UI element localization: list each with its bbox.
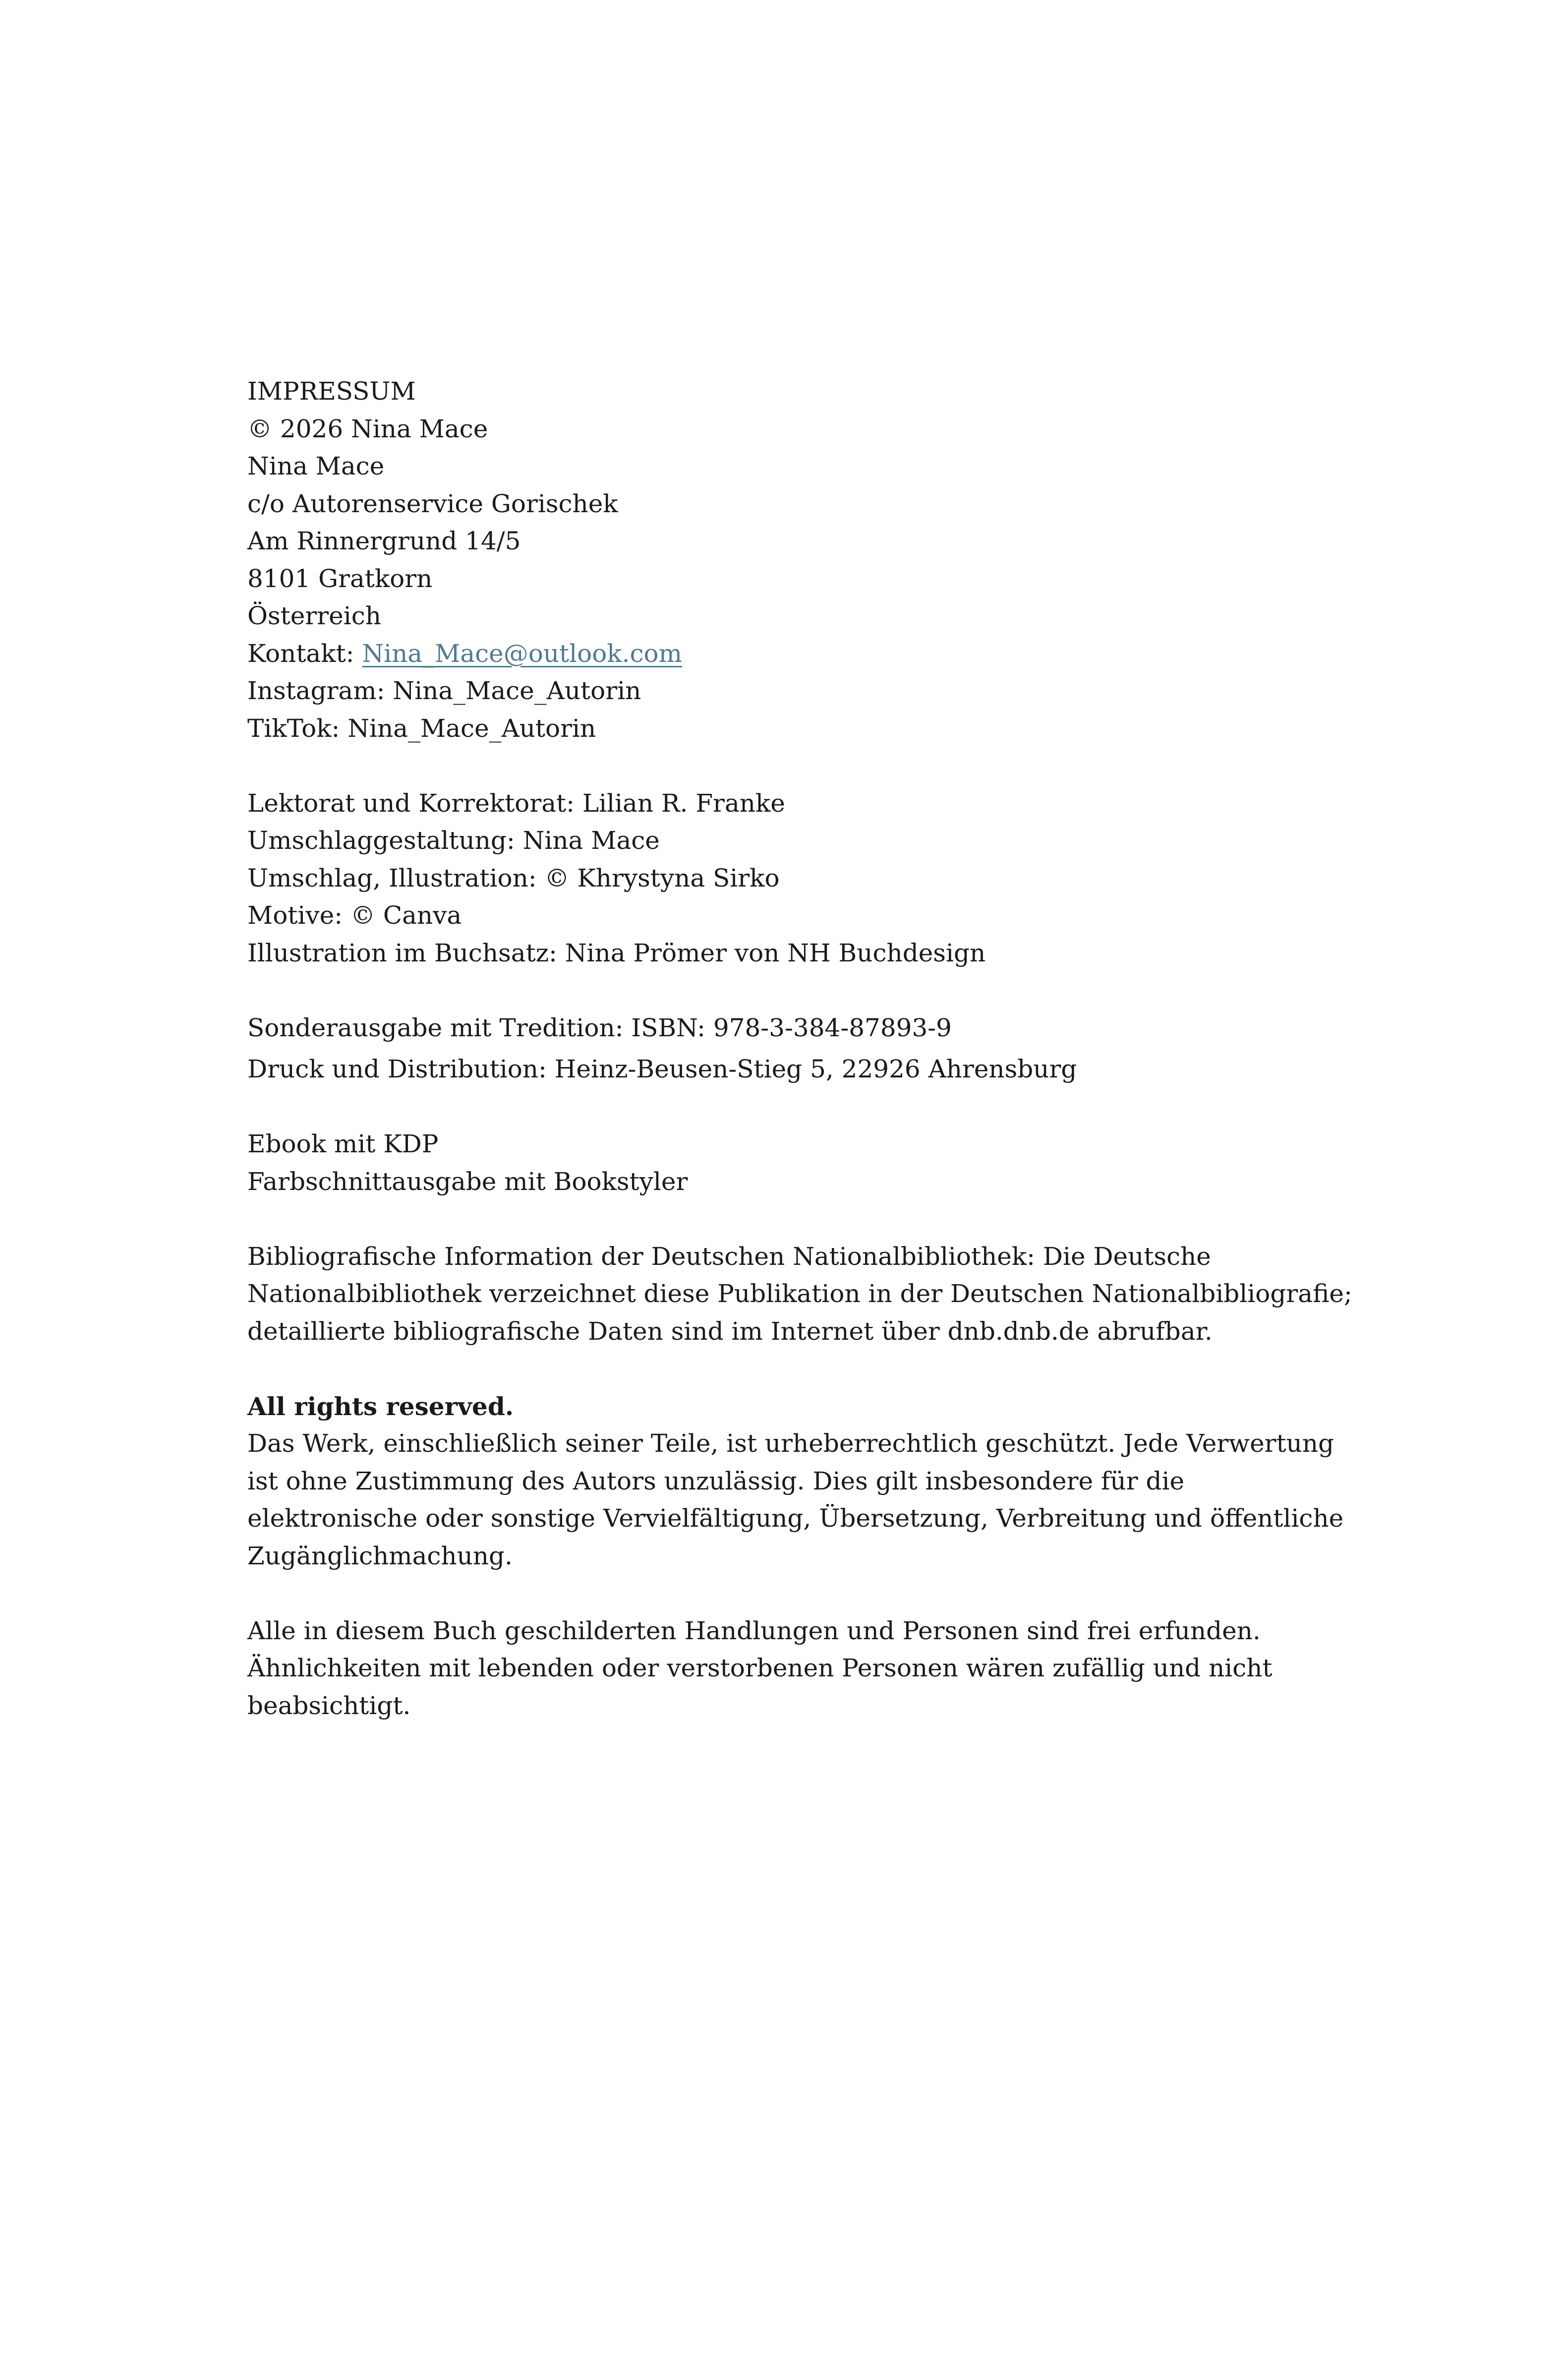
credit-editing: Lektorat und Korrektorat: Lilian R. Franke — [247, 788, 785, 818]
address-city: 8101 Gratkorn — [247, 564, 433, 593]
credit-cover-design: Umschlaggestaltung: Nina Mace — [247, 826, 660, 855]
tiktok-line: TikTok: Nina_Mace_Autorin — [247, 714, 596, 743]
spacer — [247, 1350, 1358, 1388]
contact-label: Kontakt: — [247, 639, 362, 668]
formats-block — [247, 1126, 1358, 1200]
address-care-of: c/o Autorenservice Gorischek — [247, 489, 618, 518]
disclaimer-text: Alle in diesem Buch geschilderten Handlungen und Personen sind frei erfunden. Ähnlichkeiten mit lebenden oder verstorbenen Personen wären zufällig und nicht beabsichtigt. — [247, 1616, 1273, 1720]
spacer — [247, 972, 1358, 1010]
print-distribution: Druck und Distribution: Heinz-Beusen-Stieg 5, 22926 Ahrensburg — [247, 1055, 1077, 1083]
edition-block — [247, 1010, 1358, 1088]
credits-block — [247, 785, 1358, 972]
credit-cover-illustration: Umschlag, Illustration: © Khrystyna Sirko — [247, 863, 780, 892]
contact-email-link[interactable]: Nina_Mace@outlook.com — [362, 639, 683, 668]
credit-motifs: Motive: © Canva — [247, 901, 462, 930]
spacer — [247, 1575, 1358, 1612]
instagram-line: Instagram: Nina_Mace_Autorin — [247, 676, 641, 705]
imprint-content — [247, 373, 1358, 1725]
bibliographic-text: Bibliografische Information der Deutschen Nationalbibliothek: Die Deutsche Nationalbibliothek verzeichnet diese Publikation in der Deutschen Nationalbibliografie; detaillierte bibliografische Daten sind im Internet über dnb.dnb.de abrufbar. — [247, 1242, 1352, 1346]
rights-text: Das Werk, einschließlich seiner Teile, ist urheberrechtlich geschützt. Jede Verwertung ist ohne Zustimmung des Autors unzulässig. Dies gilt insbesondere für die elektronische oder sonstige Vervielfältigung, Übersetzung, Verbreitung und öffentliche Zugänglichmachung. — [247, 1429, 1344, 1570]
spacer — [247, 1200, 1358, 1238]
spacer — [247, 1088, 1358, 1126]
rights-block — [247, 1388, 1358, 1575]
imprint-address-block — [247, 373, 1358, 747]
special-edition-isbn: Sonderausgabe mit Tredition: ISBN: 978-3-384-87893-9 — [247, 1013, 952, 1042]
contact-line — [247, 635, 1358, 673]
ebook-edition: Ebook mit KDP — [247, 1130, 439, 1158]
sprayed-edges-edition: Farbschnittausgabe mit Bookstyler — [247, 1167, 688, 1196]
address-street: Am Rinnergrund 14/5 — [247, 527, 521, 555]
imprint-heading: IMPRESSUM — [247, 377, 416, 406]
author-name: Nina Mace — [247, 452, 385, 480]
credit-interior-illustration: Illustration im Buchsatz: Nina Prömer von NH Buchdesign — [247, 938, 986, 967]
copyright-line: © 2026 Nina Mace — [247, 414, 488, 443]
address-country: Österreich — [247, 601, 381, 630]
spacer — [247, 747, 1358, 785]
bibliographic-block — [247, 1238, 1358, 1351]
rights-heading: All rights reserved. — [247, 1391, 514, 1421]
disclaimer-block — [247, 1612, 1358, 1725]
spacer — [247, 1047, 1358, 1051]
